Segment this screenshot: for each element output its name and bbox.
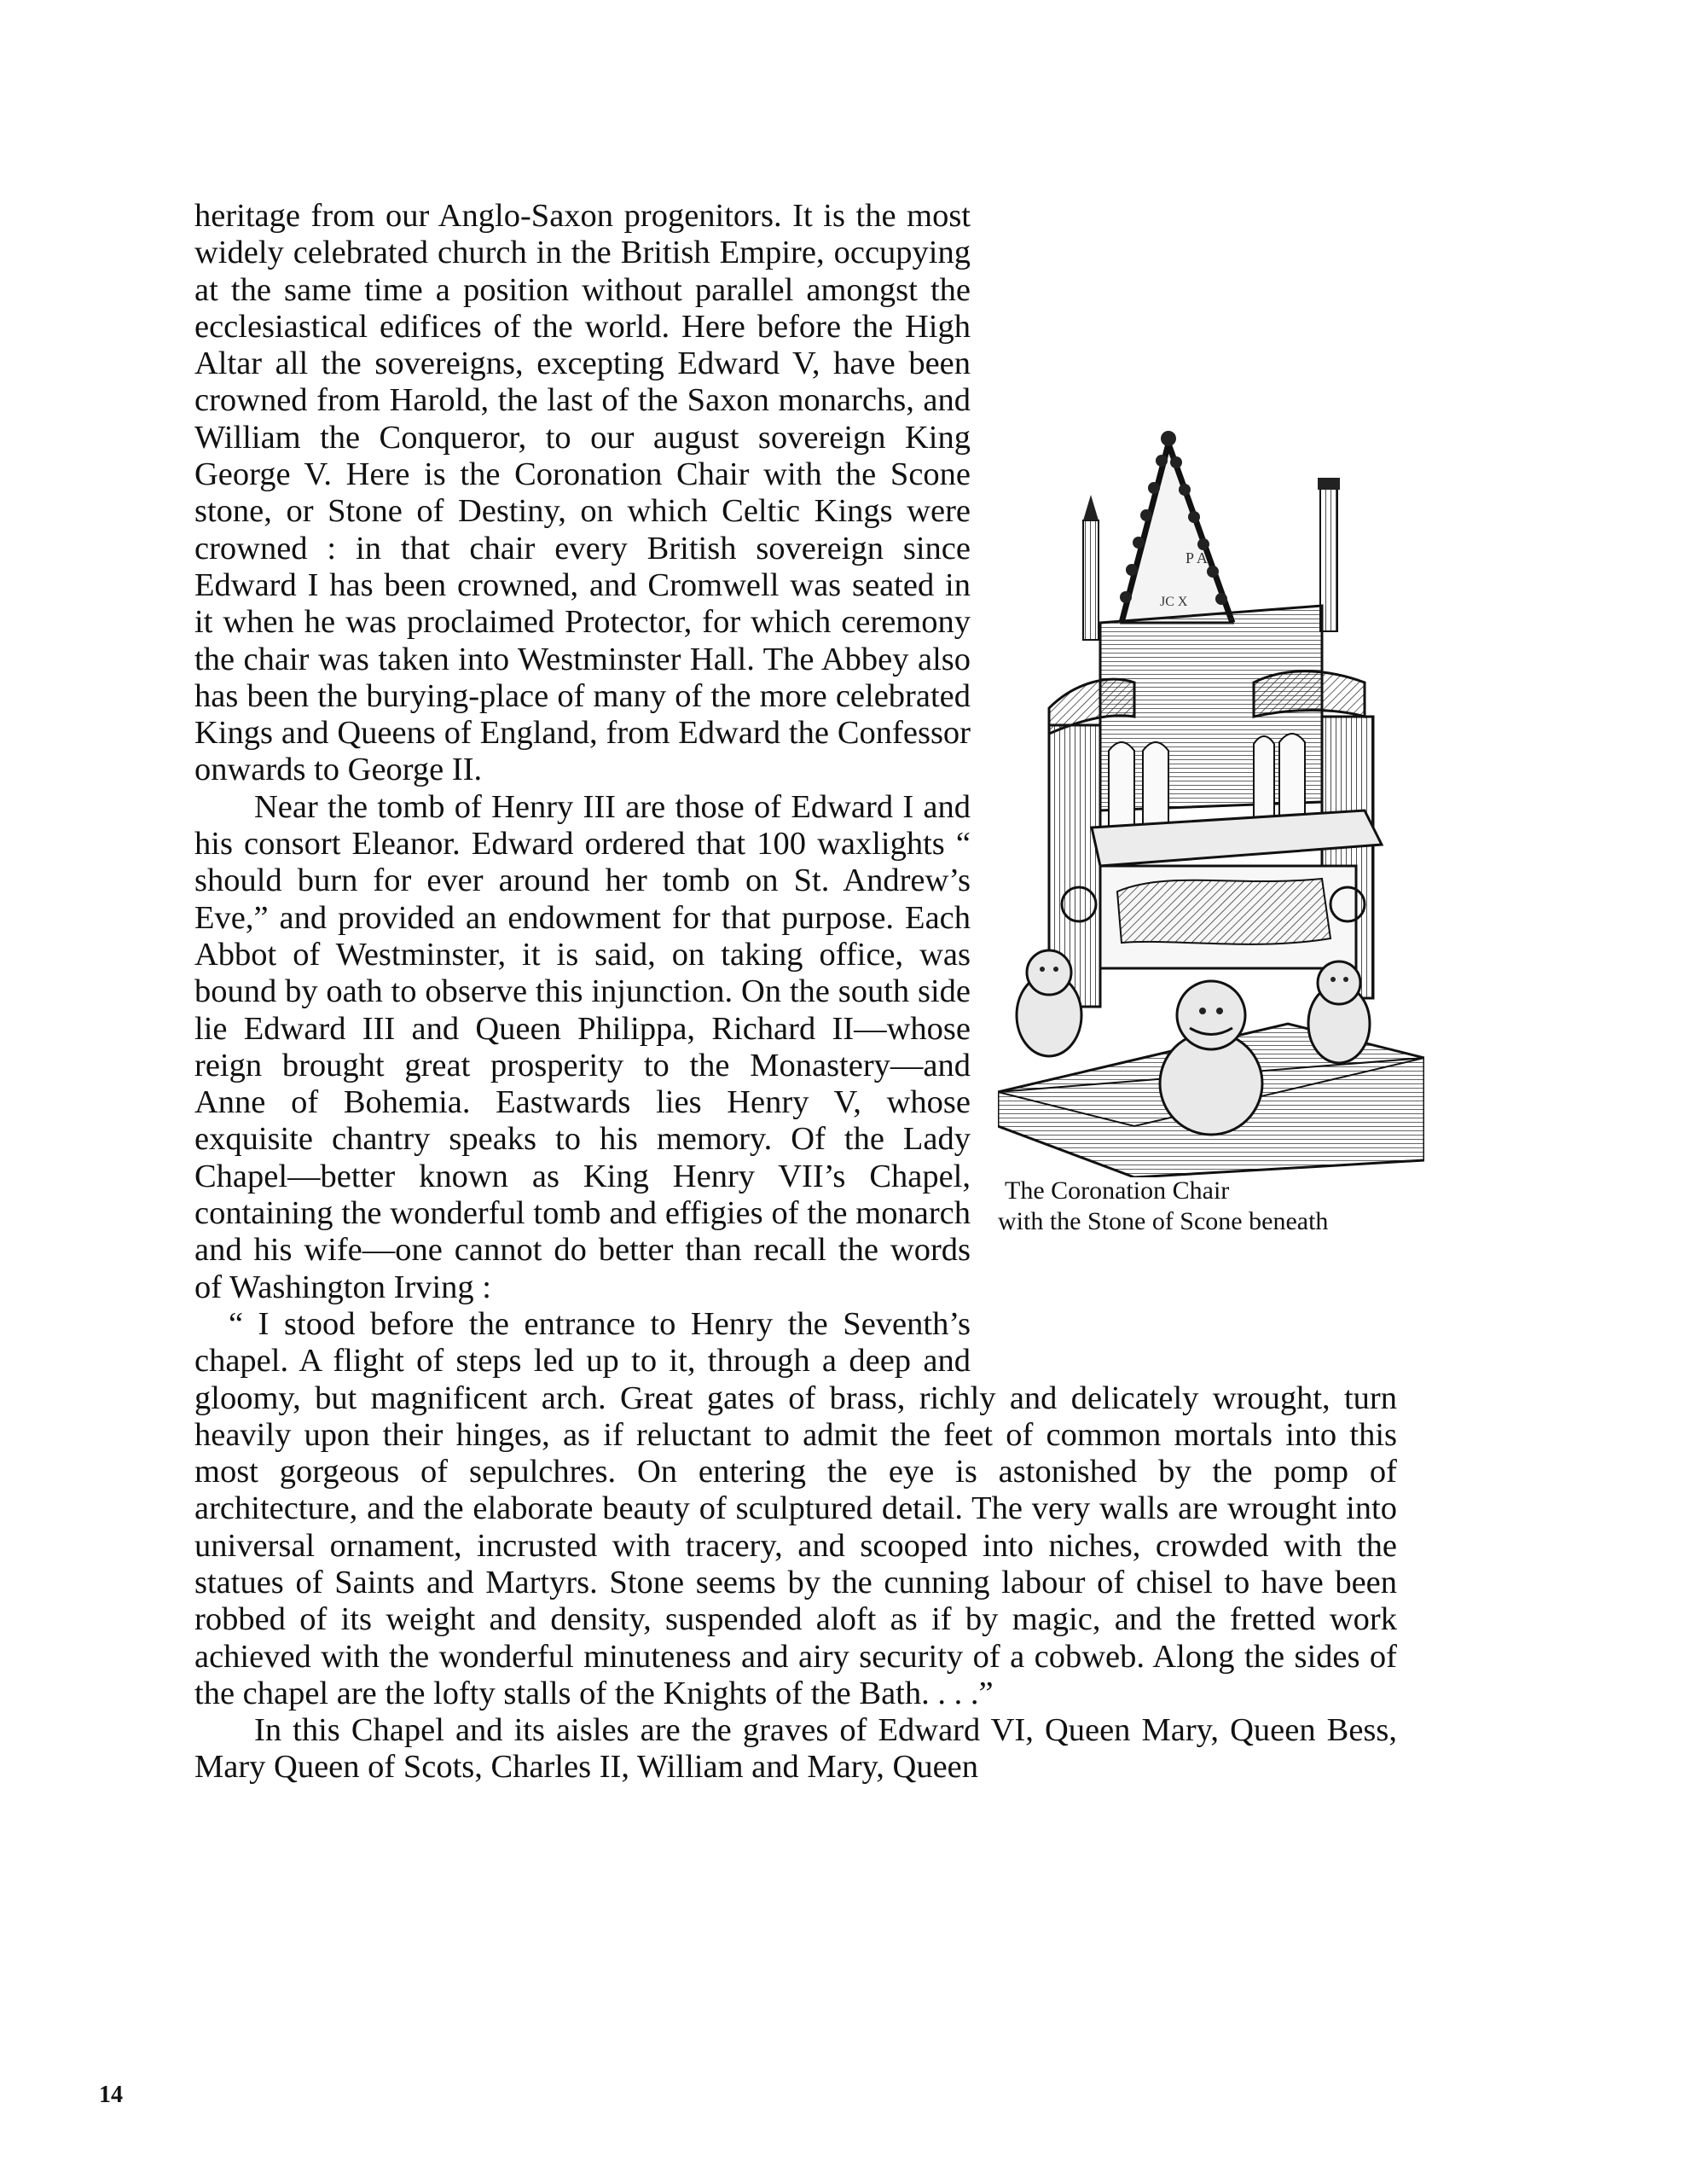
caption-subtitle: with the Stone of Scone beneath [998, 1207, 1329, 1235]
body-text [194, 198, 1397, 1786]
coronation-chair-figure [998, 427, 1424, 1348]
caption-title: The Coronation Chair [1005, 1176, 1230, 1205]
quotation-paragraph: “ I stood before the entrance to Henry the Seventh’s chapel. A flight of steps led up to it, through a deep and gloomy, but magnificent arch. Great gates of brass, richly and delicately wrought, turn heavily upon their hinges, as if reluctant to admit the feet of common mortals into this most gorgeous of sepulchres. On entering the eye is astonished by the pomp of architecture, and the elaborate beauty of sculptured detail. The very walls are wrought into universal ornament, incrusted with tracery, and scooped into niches, crowded with the statues of Saints and Martyrs. Stone seems by the cunning labour of chisel to have been robbed of its weight and density, suspended aloft as if by magic, and the fretted work achieved with the wonderful minuteness and airy security of a cobweb. Along the sides of the chapel are the lofty stalls of the Knights of the Bath. . . .” [194, 1305, 1397, 1711]
paragraph-2: Near the tomb of Henry III are those of Edward I and his consort Eleanor. Edward ordered that 100 waxlights “ should burn for ever around her tomb on St. Andrew’s Eve,” and provided an endowment for that purpose. Each Abbot of Westminster, it is said, on taking office, was bound by oath to observe this injunction. On the south side lie Edward III and Queen Philippa, Richard II—whose reign brought great prosperity to the Monastery—and Anne of Bohemia. Eastwards lies Henry V, whose exquisite chantry speaks to his memory. Of the Lady Chapel—better known as King Henry VII’s Chapel, containing the wonderful tomb and effigies of the monarch and his wife—one cannot do better than recall the words of Washington Irving : [194, 788, 971, 1305]
paragraph-1: heritage from our Anglo-Saxon progenitors. It is the most widely celebrated church in the British Empire, occupying at the same time a position without parallel amongst the ecclesiastical edifices of the world. Here before the High Altar all the sovereigns, excepting Edward V, have been crowned from Harold, the last of the Saxon monarchs, and William the Conqueror, to our august sovereign King George V. Here is the Coronation Chair with the Scone stone, or Stone of Destiny, on which Celtic Kings were crowned : in that chair every British sovereign since Edward I has been crowned, and Cromwell was seated in it when he was proclaimed Protector, for which ceremony the chair was taken into Westminster Hall. The Abbey also has been the burying-place of many of the more celebrated Kings and Queens of England, from Edward the Confessor onwards to George II. [194, 198, 971, 788]
svg-text:JC X: JC X [1160, 595, 1188, 609]
coronation-chair-illustration [998, 427, 1424, 1177]
svg-text:P A: P A [1186, 549, 1208, 566]
page-number: 14 [99, 2082, 123, 2108]
paragraph-4: In this Chapel and its aisles are the graves of Edward VI, Queen Mary, Queen Bess, Mary Queen of Scots, Charles II, William and Mary, Queen [194, 1712, 1397, 1786]
figure-caption [998, 1176, 1441, 1237]
